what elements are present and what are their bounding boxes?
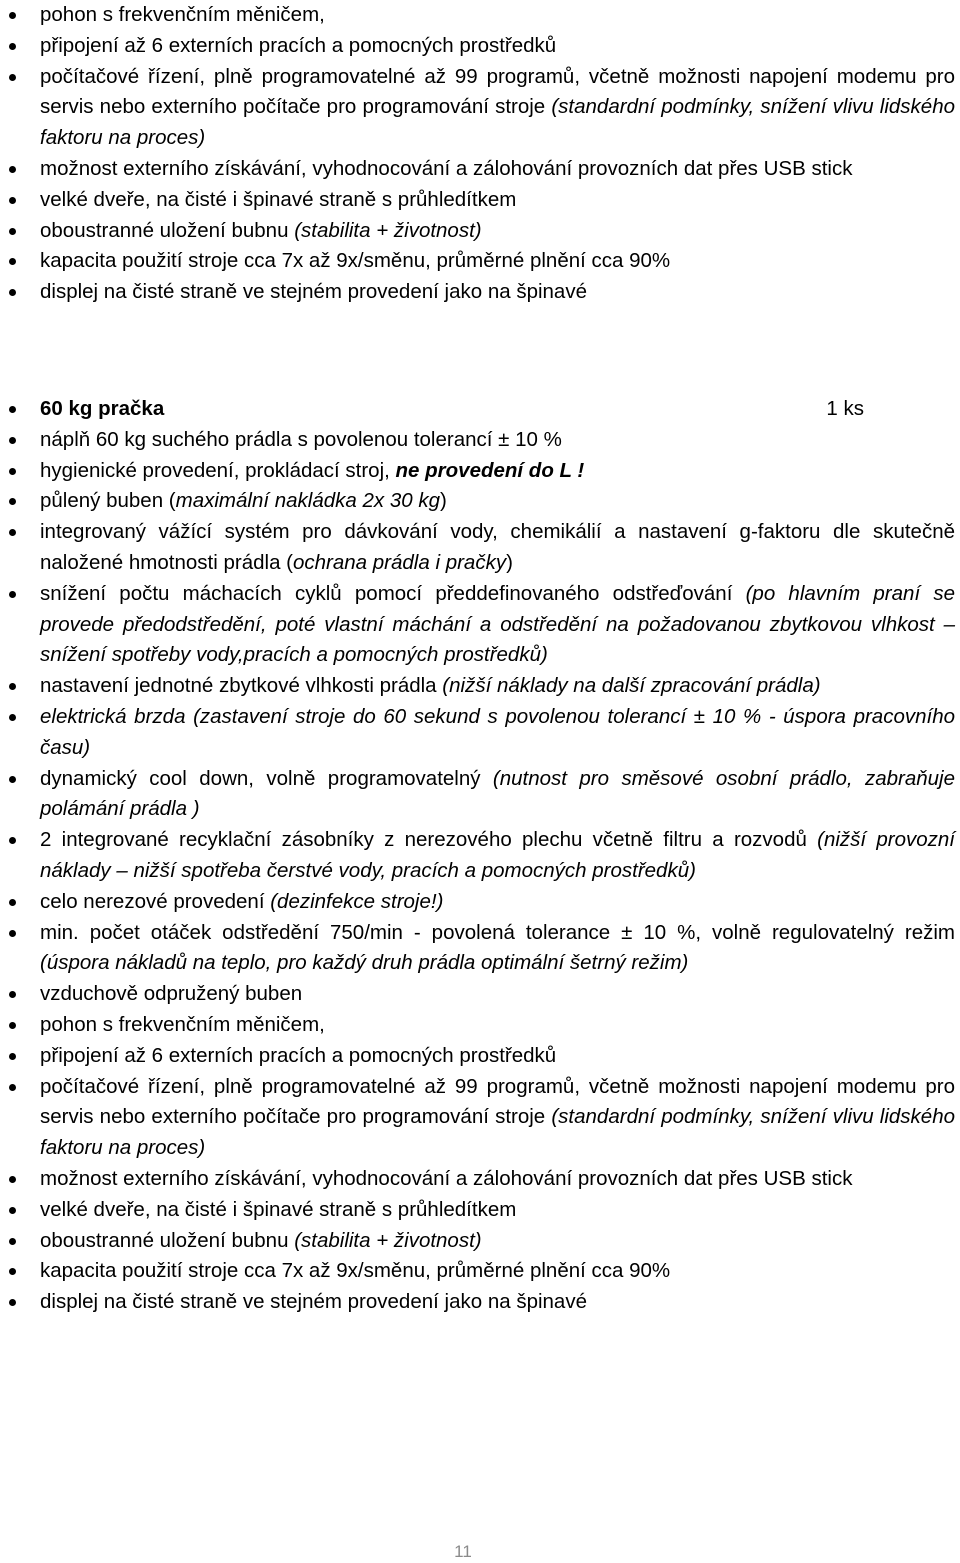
list-item-text: celo nerezové provedení [40,889,271,913]
bullet-icon [9,12,16,19]
list-item-text: možnost externího získávání, vyhodnocování a zálohování provozních dat přes USB stick [40,156,853,180]
bullet-icon [9,591,16,598]
bullet-icon [9,437,16,444]
list-item-text: (standardní podmínky, snížení vlivu lidského faktoru na proces) [40,95,956,150]
list-item [0,517,960,579]
list-item [0,764,960,826]
list-item-text: kapacita použití stroje cca 7x až 9x/směnu, průměrné plnění cca 90% [40,1259,671,1283]
bullet-icon [9,1299,16,1306]
list-item-text: (stabilita + životnost) [294,218,482,242]
bullet-icon [9,1207,16,1214]
list-item-text: pohon s frekvenčním měničem, [40,1012,325,1036]
list-item [0,425,960,456]
list-item [0,185,960,216]
list-item-text: (dezinfekce stroje!) [270,889,444,913]
list-item [0,1041,960,1072]
feature-list-60kg [0,394,960,1318]
bullet-icon [9,1022,16,1029]
bullet-icon [9,683,16,690]
list-item-text: (nižší provozní náklady – nižší spotřeba čerstvé vody, pracích a pomocných prostředků) [40,828,955,882]
bullet-icon [9,899,16,906]
list-item-text: velké dveře, na čisté i špinavé straně s průhledítkem [40,1197,517,1221]
bullet-icon [9,498,16,505]
list-item-text: snížení počtu máchacích cyklů pomocí předdefinovaného odstřeďování [40,581,746,605]
list-item [0,671,960,702]
list-item-text: integrovaný vážící systém pro dávkování vody, chemikálií a nastavení g-faktoru dle skutečně naložené hmotnosti prádla ( [40,520,955,574]
list-item-text: ochrana prádla i pračky [293,550,507,574]
list-item-text: (úspora nákladů na teplo, pro každý druh prádla optimální šetrný režim) [40,951,689,975]
product-title: 60 kg pračka [40,397,165,420]
list-item-text: pohon s frekvenčním měničem, [40,3,325,26]
list-item [0,702,960,764]
list-item-text: počítačové řízení, plně programovatelné až 99 programů, včetně možnosti napojení modemu pro servis nebo externího počítače pro programování stroje [40,64,955,119]
list-item [0,154,960,185]
list-item-text: ) [506,550,513,574]
list-item-text: připojení až 6 externích pracích a pomocných prostředků [40,33,557,57]
list-item [0,1195,960,1226]
list-item-text: vzduchově odpružený buben [40,982,303,1006]
bullet-icon [9,714,16,721]
bullet-icon [9,197,16,204]
bullet-icon [9,529,16,536]
list-item-text: nastavení jednotné zbytkové vlhkosti prádla [40,674,443,698]
product-quantity: 1 ks [826,397,864,420]
list-item-text: velké dveře, na čisté i špinavé straně s průhledítkem [40,187,517,211]
list-item-text: (standardní podmínky, snížení vlivu lidského faktoru na proces) [40,1105,956,1160]
list-item [0,62,960,154]
list-item [0,887,960,918]
product-heading [0,394,960,425]
list-item [0,1072,960,1164]
list-item [0,456,960,487]
list-item [0,579,960,671]
list-item-text: (nižší náklady na další zpracování prádla) [442,674,821,698]
list-item-text: dynamický cool down, volně programovatelný [40,766,493,790]
list-item-text: možnost externího získávání, vyhodnocování a zálohování provozních dat přes USB stick [40,1166,853,1190]
list-item [0,246,960,277]
list-item [0,1226,960,1257]
list-item-text: elektrická brzda (zastavení stroje do 60 sekund s povolenou tolerancí ± 10 % - úspora pracovního času) [40,704,955,759]
bullet-icon [9,289,16,296]
list-item [0,918,960,980]
feature-list-top [0,0,960,308]
list-item [0,979,960,1010]
list-item-text: maximální nakládka 2x 30 kg [175,489,440,513]
list-item-text: půlený buben ( [40,489,176,513]
bullet-icon [9,1268,16,1275]
bullet-icon [9,837,16,844]
bullet-icon [9,1084,16,1091]
list-item-text: 2 integrované recyklační zásobníky z nerezového plechu včetně filtru a rozvodů [40,828,818,852]
bullet-icon [9,74,16,81]
list-item-text: displej na čisté straně ve stejném provedení jako na špinavé [40,1290,587,1314]
list-item [0,1164,960,1195]
bullet-icon [9,930,16,937]
bullet-icon [9,776,16,783]
bullet-icon [9,468,16,475]
bullet-icon [9,43,16,50]
list-item-text: oboustranné uložení bubnu [40,1228,295,1252]
list-item [0,1010,960,1041]
list-item [0,216,960,247]
list-item-text: min. počet otáček odstředění 750/min - povolená tolerance ± 10 %, volně regulovatelný režim [40,920,955,944]
list-item-text: (stabilita + životnost) [294,1228,482,1252]
list-item [0,1287,960,1318]
list-item-text: počítačové řízení, plně programovatelné až 99 programů, včetně možnosti napojení modemu pro servis nebo externího počítače pro programování stroje [40,1074,955,1129]
page-number: 11 [454,1542,472,1561]
bullet-icon [9,1238,16,1245]
list-item-text: připojení až 6 externích pracích a pomocných prostředků [40,1043,557,1067]
bullet-icon [9,258,16,265]
bullet-icon [9,1053,16,1060]
list-item [0,0,960,31]
list-item-text: ) [440,489,447,513]
bullet-icon [9,166,16,173]
list-item-text: ne provedení do L ! [395,458,585,482]
list-item-text: (nutnost pro směsové osobní prádlo, zabraňuje polámání prádla ) [40,766,955,821]
list-item [0,486,960,517]
list-item [0,825,960,887]
list-item-text: displej na čisté straně ve stejném provedení jako na špinavé [40,280,587,304]
list-item [0,1256,960,1287]
list-item-text: náplň 60 kg suchého prádla s povolenou tolerancí ± 10 % [40,427,562,451]
list-item [0,31,960,62]
bullet-icon [9,228,16,235]
list-item-text: (po hlavním praní se provede předodstředění, poté vlastní máchání a odstředění na požadovanou zbytkovou vlhkost – snížení spotřeby vody,pracích a pomocných prostředků) [40,581,955,667]
list-item [0,277,960,308]
bullet-icon [9,991,16,998]
list-item-text: hygienické provedení, prokládací stroj, [40,458,396,482]
list-item-text: kapacita použití stroje cca 7x až 9x/směnu, průměrné plnění cca 90% [40,249,671,273]
bullet-icon [9,406,16,413]
bullet-icon [9,1176,16,1183]
list-item-text: oboustranné uložení bubnu [40,218,295,242]
